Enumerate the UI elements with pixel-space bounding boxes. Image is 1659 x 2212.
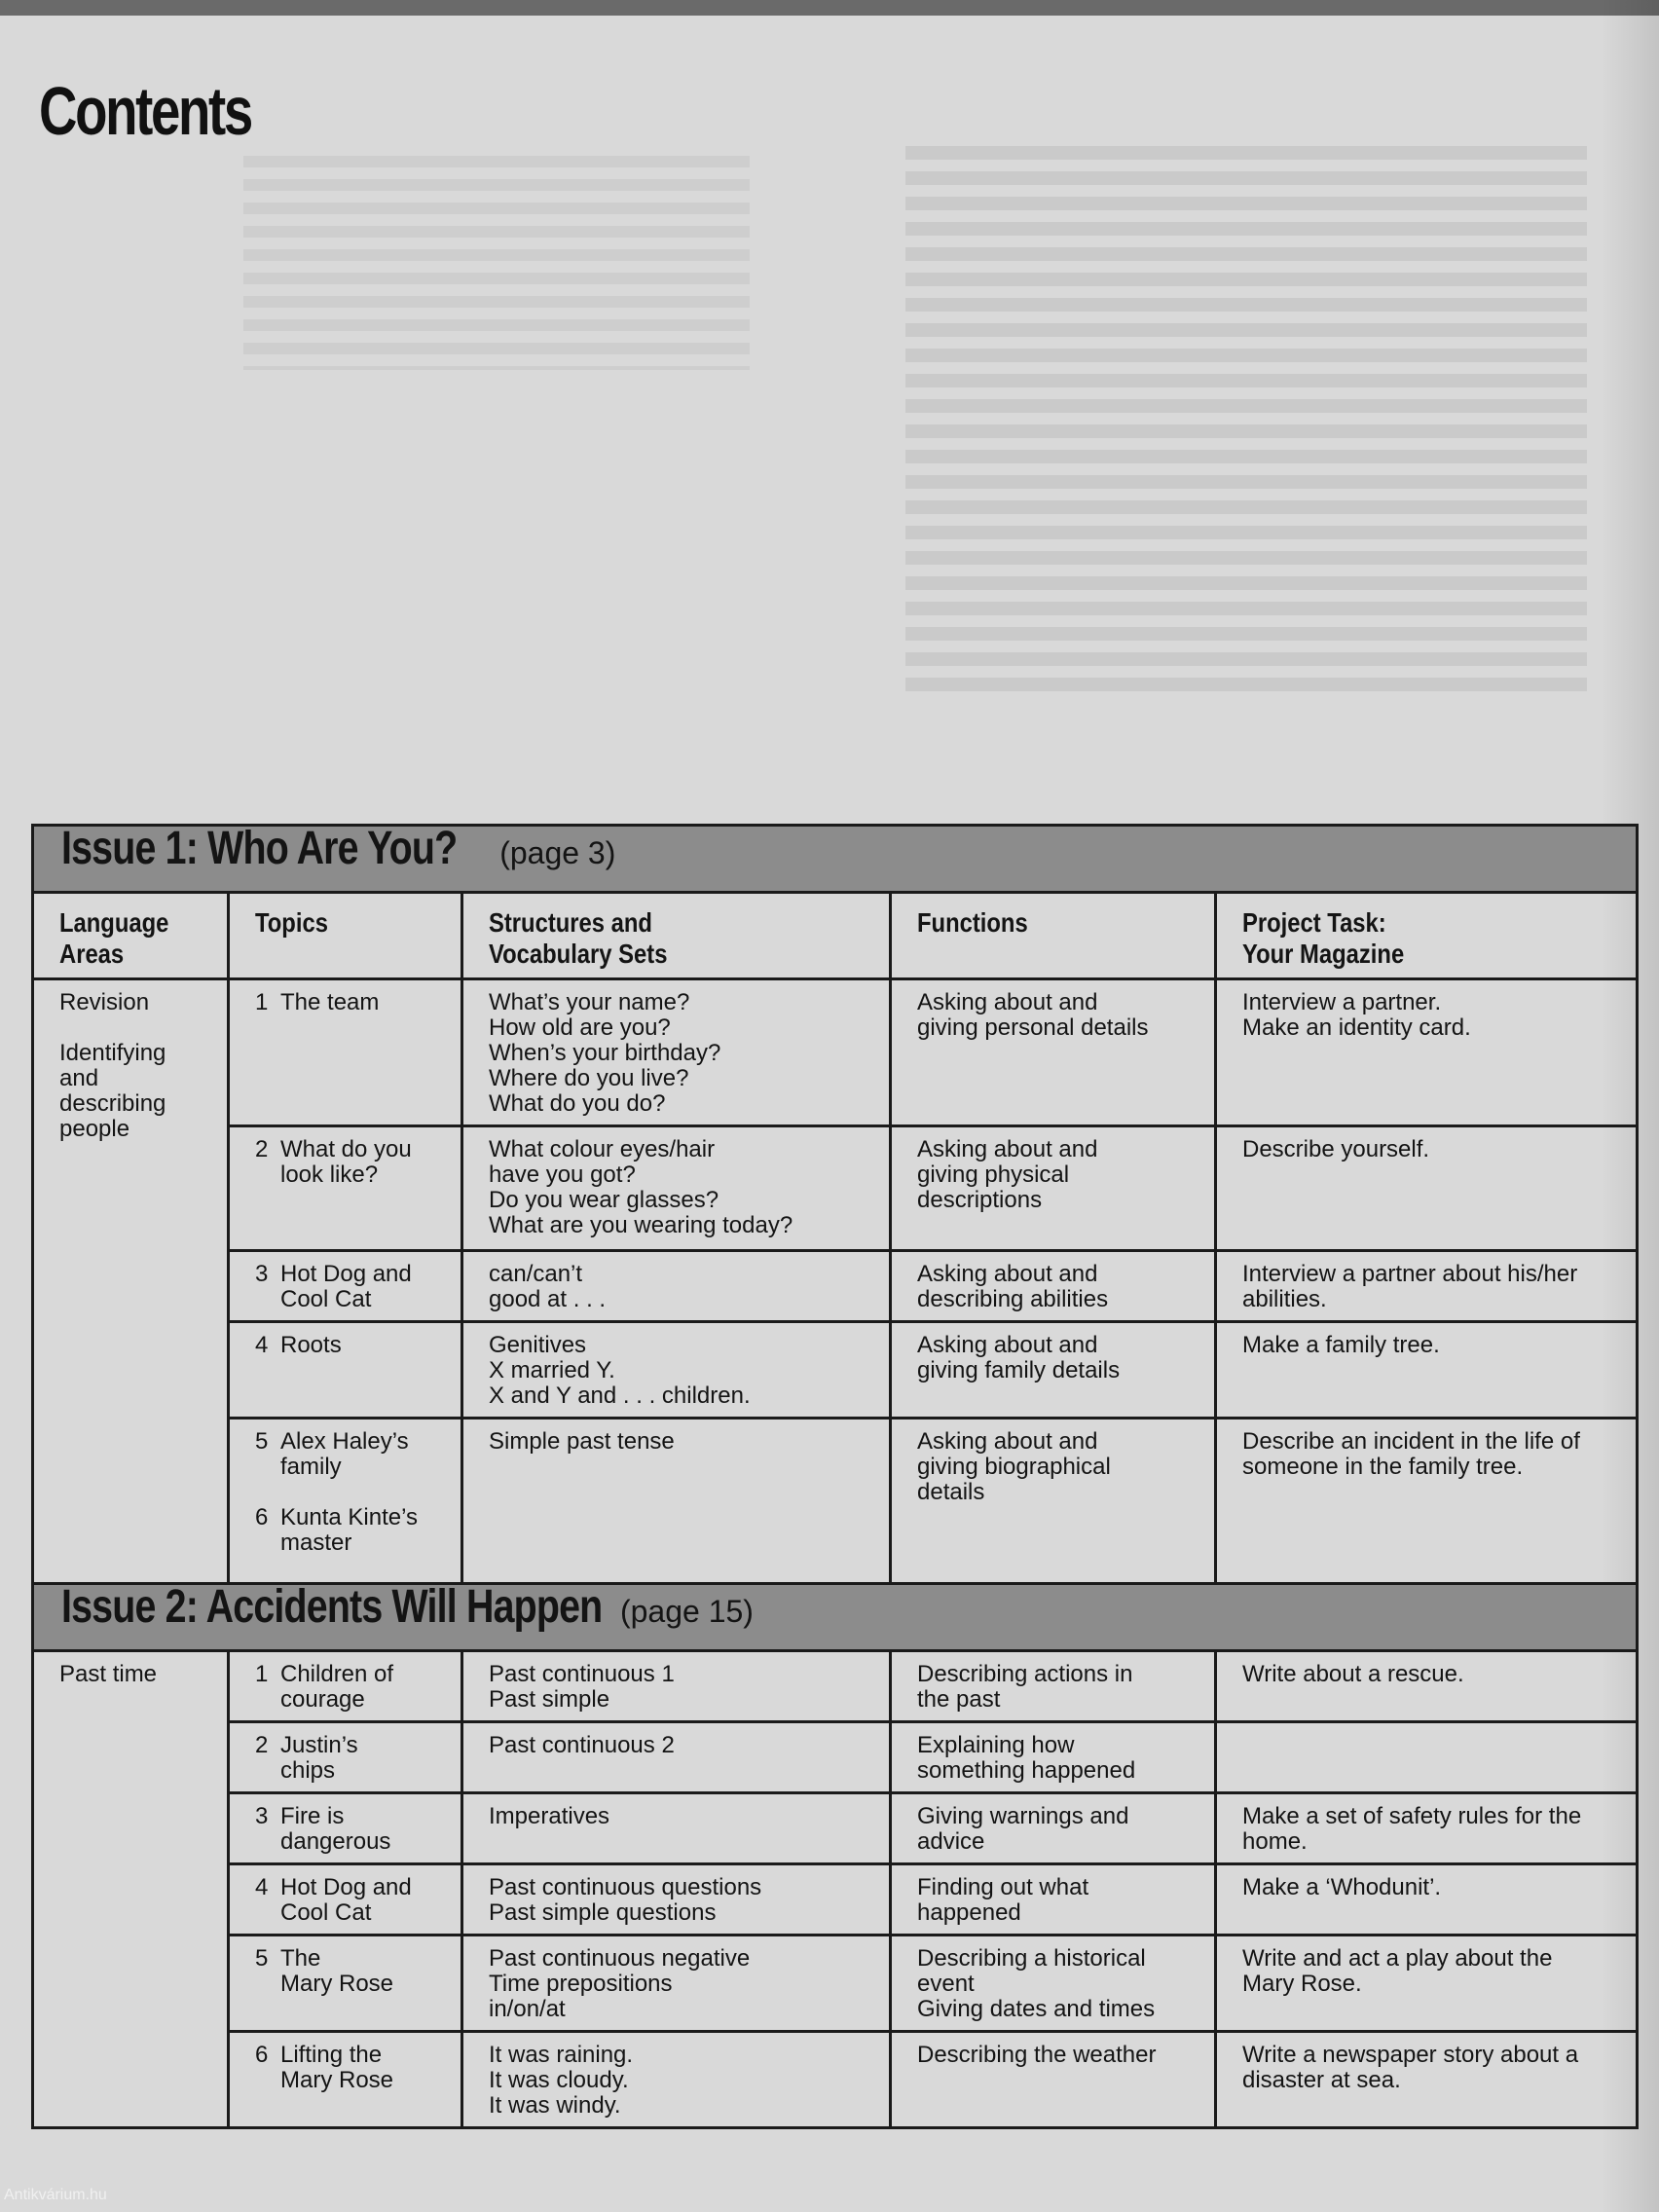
project-cell: Write and act a play about the Mary Rose. bbox=[1216, 1936, 1638, 2032]
structures-cell: can/can’t good at . . . bbox=[462, 1251, 891, 1322]
functions-cell: Asking about and giving family details bbox=[891, 1322, 1216, 1419]
topic-number: 2 bbox=[255, 1732, 269, 1758]
functions-cell: Asking about and giving personal details bbox=[891, 979, 1216, 1126]
structures-cell: Past continuous 2 bbox=[462, 1722, 891, 1793]
col-header-topics: Topics bbox=[255, 907, 328, 938]
structures-cell: Imperatives bbox=[462, 1793, 891, 1864]
issue-page-ref: (page 15) bbox=[619, 1594, 754, 1629]
topic-number: 5 bbox=[255, 1428, 269, 1455]
project-cell: Make a ‘Whodunit’. bbox=[1216, 1864, 1638, 1936]
col-header-functions: Functions bbox=[917, 907, 1028, 938]
project-cell: Interview a partner. Make an identity card. bbox=[1216, 979, 1638, 1126]
bleed-through-text bbox=[243, 156, 750, 370]
functions-cell: Giving warnings and advice bbox=[891, 1793, 1216, 1864]
topic-title: Justin’s chips bbox=[280, 1732, 358, 1784]
functions-cell: Asking about and giving biographical details bbox=[891, 1419, 1216, 1584]
topic-title: Hot Dog and Cool Cat bbox=[280, 1261, 412, 1312]
watermark: Antikvárium.hu bbox=[4, 2187, 107, 2203]
topic-title: The Mary Rose bbox=[280, 1945, 394, 1997]
topic-number: 3 bbox=[255, 1261, 269, 1287]
table-row bbox=[33, 2032, 1638, 2128]
topic-title: Hot Dog and Cool Cat bbox=[280, 1874, 412, 1926]
table-row bbox=[33, 1419, 1638, 1584]
table-row bbox=[33, 1864, 1638, 1936]
table-row bbox=[33, 1936, 1638, 2032]
structures-cell: What colour eyes/hair have you got? Do you wear glasses? What are you wearing today? bbox=[462, 1126, 891, 1251]
topic-number: 1 bbox=[255, 989, 269, 1015]
topic-title: The team bbox=[280, 989, 380, 1015]
functions-cell: Finding out what happened bbox=[891, 1864, 1216, 1936]
bleed-through-text bbox=[905, 146, 1587, 691]
issue-title: Issue 1: Who Are You? bbox=[61, 823, 458, 874]
table-row bbox=[33, 1722, 1638, 1793]
functions-cell: Asking about and giving physical descriptions bbox=[891, 1126, 1216, 1251]
project-cell: Describe an incident in the life of someone in the family tree. bbox=[1216, 1419, 1638, 1584]
issue-banner bbox=[33, 1584, 1638, 1651]
topic-number: 4 bbox=[255, 1874, 269, 1900]
table-row bbox=[33, 1126, 1638, 1251]
topic-number: 1 bbox=[255, 1661, 269, 1687]
functions-cell: Describing the weather bbox=[891, 2032, 1216, 2128]
topic-number: 2 bbox=[255, 1136, 269, 1162]
table-row bbox=[33, 1322, 1638, 1419]
structures-cell: Past continuous negative Time prepositions in/on/at bbox=[462, 1936, 891, 2032]
top-edge-band bbox=[0, 0, 1659, 16]
project-cell: Write about a rescue. bbox=[1216, 1651, 1638, 1722]
project-cell: Make a set of safety rules for the home. bbox=[1216, 1793, 1638, 1864]
topic-number: 5 bbox=[255, 1945, 269, 1972]
table-row bbox=[33, 1251, 1638, 1322]
table-row bbox=[33, 1793, 1638, 1864]
language-area: Past time bbox=[33, 1651, 229, 2128]
topic-title: Roots bbox=[280, 1332, 342, 1358]
table-row bbox=[33, 1651, 1638, 1722]
structures-cell: It was raining. It was cloudy. It was windy. bbox=[462, 2032, 891, 2128]
structures-cell: Past continuous questions Past simple questions bbox=[462, 1864, 891, 1936]
topic-title: Alex Haley’s family bbox=[280, 1428, 409, 1480]
issue-title: Issue 2: Accidents Will Happen bbox=[61, 1581, 603, 1633]
topic-title: Fire is dangerous bbox=[280, 1803, 391, 1855]
structures-cell: Simple past tense bbox=[462, 1419, 891, 1584]
column-header-row bbox=[33, 893, 1638, 979]
project-cell: Make a family tree. bbox=[1216, 1322, 1638, 1419]
topic-number: 6 bbox=[255, 2042, 269, 2068]
topic-title: Children of courage bbox=[280, 1661, 394, 1713]
functions-cell: Explaining how something happened bbox=[891, 1722, 1216, 1793]
col-header-structures: Structures and Vocabulary Sets bbox=[489, 907, 668, 969]
project-cell bbox=[1216, 1722, 1638, 1793]
page-title: Contents bbox=[39, 73, 251, 149]
topic-title: Kunta Kinte’s master bbox=[280, 1504, 418, 1556]
language-area: Revision Identifying and describing people bbox=[33, 979, 229, 1584]
structures-cell: Past continuous 1 Past simple bbox=[462, 1651, 891, 1722]
topic-number: 6 bbox=[255, 1504, 269, 1530]
project-cell: Describe yourself. bbox=[1216, 1126, 1638, 1251]
topic-title: Lifting the Mary Rose bbox=[280, 2042, 394, 2093]
table-row bbox=[33, 979, 1638, 1126]
topic-number: 4 bbox=[255, 1332, 269, 1358]
col-header-project-task: Project Task: Your Magazine bbox=[1242, 907, 1405, 969]
contents-table bbox=[31, 824, 1639, 2129]
functions-cell: Describing actions in the past bbox=[891, 1651, 1216, 1722]
structures-cell: Genitives X married Y. X and Y and . . . children. bbox=[462, 1322, 891, 1419]
functions-cell: Describing a historical event Giving dates and times bbox=[891, 1936, 1216, 2032]
project-cell: Write a newspaper story about a disaster at sea. bbox=[1216, 2032, 1638, 2128]
issue-page-ref: (page 3) bbox=[499, 835, 616, 870]
topic-title: What do you look like? bbox=[280, 1136, 412, 1188]
structures-cell: What’s your name? How old are you? When’s your birthday? Where do you live? What do you do? bbox=[462, 979, 891, 1126]
topic-number: 3 bbox=[255, 1803, 269, 1829]
col-header-language-areas: Language Areas bbox=[59, 907, 169, 969]
project-cell: Interview a partner about his/her abilities. bbox=[1216, 1251, 1638, 1322]
issue-banner bbox=[33, 826, 1638, 893]
functions-cell: Asking about and describing abilities bbox=[891, 1251, 1216, 1322]
